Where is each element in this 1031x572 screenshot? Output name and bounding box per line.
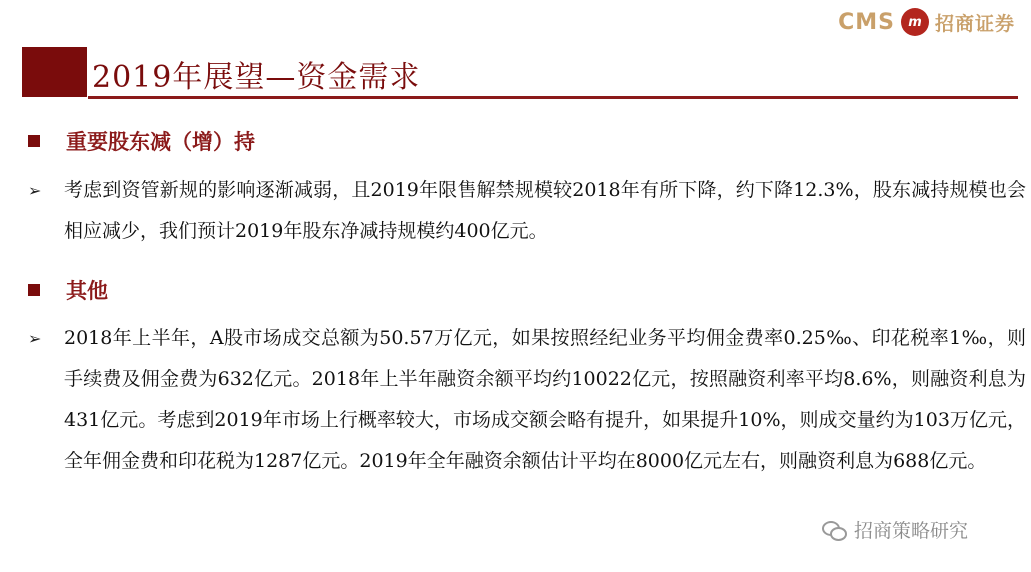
logo-company-name: 招商证券 [934,12,1015,35]
company-logo [838,8,1015,36]
arrow-bullet-icon: ➢ [28,181,42,200]
title-accent-block [22,47,87,97]
section-heading-2 [26,275,108,305]
bullet-paragraph-1 [26,170,1026,252]
logo-badge-icon: m [901,8,929,36]
bullet-text: 考虑到资管新规的影响逐渐减弱，且2019年限售解禁规模较2018年有所下降，约下降12.3%，股东减持规模也会相应减少，我们预计2019年股东净减持规模约400亿元。 [64,179,1026,242]
section-heading-text: 其他 [66,278,108,303]
square-bullet-icon [28,284,40,296]
wechat-watermark [822,516,968,543]
arrow-bullet-icon: ➢ [28,329,42,348]
watermark-text: 招商策略研究 [854,520,969,542]
section-heading-1 [26,126,255,156]
logo-cms-text: CMS [838,9,895,35]
bullet-text: 2018年上半年，A股市场成交总额为50.57万亿元，如果按照经纪业务平均佣金费率0.25‰、印花税率1‰，则手续费及佣金费为632亿元。2018年上半年融资余额平均约10022亿元，按照融资利率平均8.6%，则融资利息为431亿元。考虑到2019年市场上行概率较大，市场成交额会略有提升，如果提升10%，则成交量约为103万亿元，全年佣金费和印花税为1287亿元。2019年全年融资余额估计平均在8000亿元左右，则融资利息为688亿元。 [64,327,1026,472]
bullet-paragraph-2 [26,318,1026,482]
wechat-icon [822,519,848,541]
page-title: 2019年展望—资金需求 [92,60,421,95]
title-divider [88,96,1018,99]
section-heading-text: 重要股东减（增）持 [66,129,255,154]
square-bullet-icon [28,135,40,147]
